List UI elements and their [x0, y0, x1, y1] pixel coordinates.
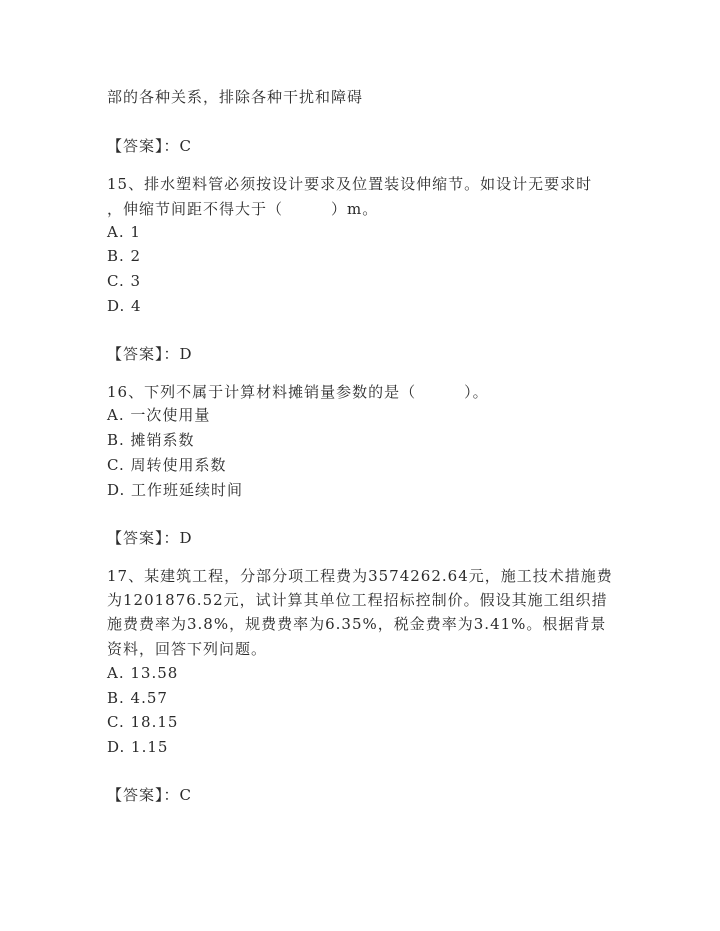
- question-15-option-b: B. 2: [107, 247, 142, 265]
- question-17-stem-line-4: 资料，回答下列问题。: [107, 640, 268, 658]
- question-15-option-d: D. 4: [107, 297, 142, 315]
- question-15-stem-line-2: ，伸缩节间距不得大于（ ）m。: [107, 200, 379, 218]
- question-17-stem-line-3: 施费费率为3.8%，规费费率为6.35%，税金费率为3.41%。根据背景: [107, 615, 607, 633]
- question-17-option-d: D. 1.15: [107, 738, 169, 756]
- question-16-stem-line-1: 16、下列不属于计算材料摊销量参数的是（ ）。: [107, 383, 489, 401]
- question-17-option-b: B. 4.57: [107, 689, 168, 707]
- question-16-option-a: A. 一次使用量: [107, 406, 211, 424]
- question-17-answer: 【答案】：C: [107, 786, 192, 804]
- question-17-stem-line-2: 为1201876.52元，试计算其单位工程招标控制价。假设其施工组织措: [107, 591, 608, 609]
- question-16-option-c: C. 周转使用系数: [107, 456, 227, 474]
- question-15-answer: 【答案】：D: [107, 345, 193, 363]
- question-15-stem-line-1: 15、排水塑料管必须按设计要求及位置装设伸缩节。如设计无要求时: [107, 175, 593, 193]
- question-17-option-c: C. 18.15: [107, 713, 179, 731]
- question-16-answer: 【答案】：D: [107, 529, 193, 547]
- intro-text-line: 部的各种关系，排除各种干扰和障碍: [107, 88, 364, 106]
- question-15-option-c: C. 3: [107, 272, 142, 290]
- question-17-option-a: A. 13.58: [107, 664, 179, 682]
- answer-line-prev: 【答案】：C: [107, 137, 192, 155]
- question-17-stem-line-1: 17、某建筑工程，分部分项工程费为3574262.64元，施工技术措施费: [107, 567, 613, 585]
- question-16-option-d: D. 工作班延续时间: [107, 481, 244, 499]
- question-16-option-b: B. 摊销系数: [107, 431, 195, 449]
- question-15-option-a: A. 1: [107, 223, 141, 241]
